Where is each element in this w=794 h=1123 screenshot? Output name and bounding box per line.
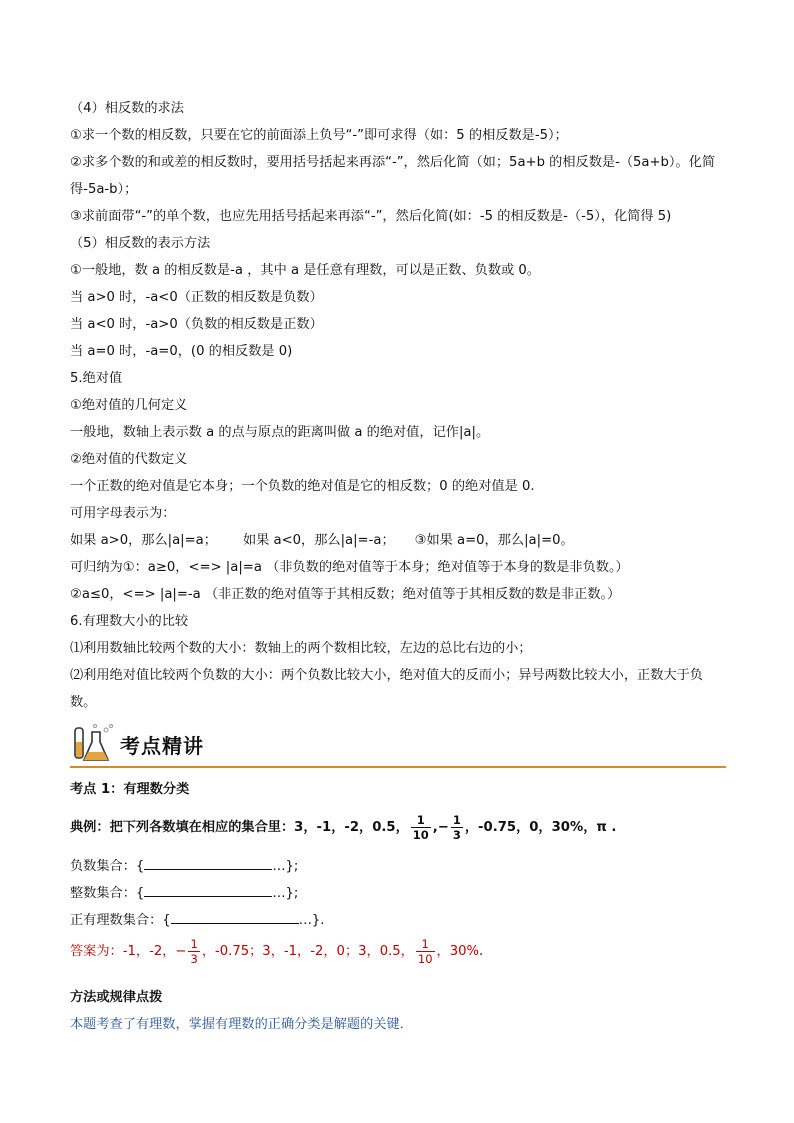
- document-page: [70, 95, 724, 1038]
- example-tail: ，-0.75，0，30%，π .: [464, 820, 617, 835]
- method-text: 本题考查了有理数，掌握有理数的正确分类是解题的关键．: [70, 1017, 413, 1032]
- subheading-opposite-method: （4）相反数的求法: [70, 101, 184, 116]
- fraction: $\frac{1}{10}$: [417, 936, 433, 966]
- case-zero: ③如果 a=0，那么|a|=0。: [414, 533, 574, 548]
- section-heading-comparison: 6.有理数大小的比较: [70, 614, 189, 629]
- paragraph: 可用字母表示为：: [70, 506, 176, 521]
- paragraph: 当 a>0 时，-a<0（正数的相反数是负数）: [70, 290, 323, 305]
- example-text: 把下列各数填在相应的集合里：3，-1，-2，0.5，: [109, 820, 409, 835]
- paragraph: 当 a<0 时，-a>0（负数的相反数是正数）: [70, 317, 323, 332]
- fraction: $\frac{1}{3}$: [190, 936, 198, 966]
- case-positive: 如果 a>0，那么|a|=a；: [70, 533, 217, 548]
- paragraph: ②求多个数的和或差的相反数时，要用括号括起来再添“-”，然后化简（如；5a+b 的相反数是-（5a+b）。化简得-5a-b）；: [70, 155, 716, 197]
- section-heading-absolute-value: 5.绝对值: [70, 371, 123, 386]
- answer-blank[interactable]: [171, 911, 299, 924]
- example-label: 典例：: [70, 820, 110, 835]
- fraction: $\frac{1}{10}$: [412, 812, 429, 842]
- answer-label: 答案为：: [70, 944, 123, 959]
- paragraph: ①一般地，数 a 的相反数是-a ，其中 a 是任意有理数，可以是正数、负数或 0。: [70, 263, 540, 278]
- answer-blank[interactable]: [144, 884, 272, 897]
- positive-rational-set-line: 正有理数集合：{ …}.: [70, 913, 325, 928]
- answer-line: 答案为：-1，-2，− $\frac{1}{3}$ ，-0.75；3，-1，-2，0；3，0.5， $\frac{1}{10}$ ，30%.: [70, 936, 484, 966]
- paragraph: ③求前面带“-”的单个数，也应先用括号括起来再添“-”，然后化简(如：-5 的相反数是-（-5），化简得 5): [70, 209, 672, 224]
- subheading-opposite-representation: （5）相反数的表示方法: [70, 236, 211, 251]
- paragraph-cases: [70, 527, 724, 554]
- paragraph: 一个正数的绝对值是它本身；一个负数的绝对值是它的相反数；0 的绝对值是 0.: [70, 479, 535, 494]
- paragraph: ⑵利用绝对值比较两个负数的大小：两个负数比较大小，绝对值大的反而小；异号两数比较大小，正数大于负数。: [70, 668, 703, 710]
- lab-flask-icon: [70, 722, 118, 766]
- kaodian-heading: 考点 1：有理数分类: [70, 782, 190, 797]
- paragraph: ②a≤0，<=> |a|=-a （非正数的绝对值等于其相反数；绝对值等于其相反数的数是非正数。）: [70, 587, 621, 602]
- example-line: 典例：把下列各数填在相应的集合里：3，-1，-2，0.5， $\frac{1}{10}$ ,− $\frac{1}{3}$ ，-0.75，0，30%，π .: [70, 812, 617, 842]
- banner-rule: [70, 766, 726, 768]
- paragraph: 当 a=0 时，-a=0，(0 的相反数是 0): [70, 344, 293, 359]
- integer-set-line: 整数集合：{ …};: [70, 886, 299, 901]
- section-banner: [70, 722, 724, 770]
- paragraph: 可归纳为①：a≥0，<=> |a|=a （非负数的绝对值等于本身；绝对值等于本身的数是非负数。）: [70, 560, 629, 575]
- answer-blank[interactable]: [144, 857, 272, 870]
- method-heading: 方法或规律点拨: [70, 990, 163, 1005]
- subheading-algebraic-definition: ②绝对值的代数定义: [70, 452, 188, 467]
- paragraph: 一般地，数轴上表示数 a 的点与原点的距离叫做 a 的绝对值，记作|a|。: [70, 425, 490, 440]
- paragraph: ⑴利用数轴比较两个数的大小：数轴上的两个数相比较，左边的总比右边的小；: [70, 641, 532, 656]
- fraction: $\frac{1}{3}$: [452, 812, 461, 842]
- banner-title: 考点精讲: [120, 734, 204, 758]
- paragraph: ①求一个数的相反数，只要在它的前面添上负号“-”即可求得（如：5 的相反数是-5）；: [70, 128, 568, 143]
- negative-set-line: 负数集合：{ …};: [70, 859, 299, 874]
- case-negative: 如果 a<0，那么|a|=-a；: [242, 533, 395, 548]
- subheading-geometric-definition: ①绝对值的几何定义: [70, 398, 188, 413]
